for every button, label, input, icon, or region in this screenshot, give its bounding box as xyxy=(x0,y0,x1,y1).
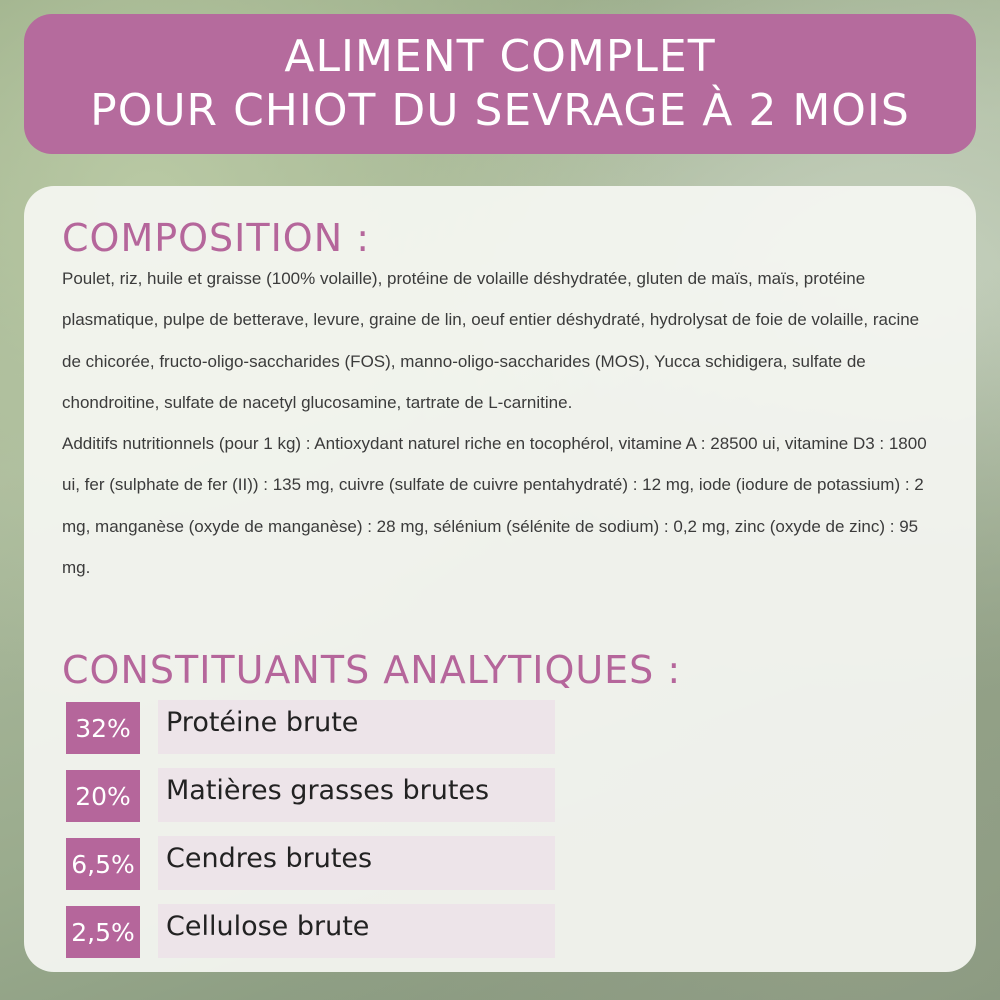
constituent-label: Protéine brute xyxy=(158,700,555,754)
additives-paragraph: Additifs nutritionnels (pour 1 kg) : Antioxydant naturel riche en tocophérol, vitamine A : 28500 ui, vitamine D3 : 1800 ui, fer (sulphate de fer (II)) : 135 mg, cuivre (sulfate de cuivre pentahydraté) : 12 mg, iode (iodure de potassium) : 2 mg, manganèse (oxyde de manganèse) : 28 mg, sélénium (sélénite de sodium) : 0,2 mg, zinc (oxyde de zinc) : 95 mg. xyxy=(62,434,927,578)
banner-title-line-2: POUR CHIOT DU SEVRAGE À 2 MOIS xyxy=(90,85,910,136)
constituent-label: Cendres brutes xyxy=(158,836,555,890)
analytics-row xyxy=(66,904,556,958)
analytics-row xyxy=(66,700,556,754)
banner-title-line-1: ALIMENT COMPLET xyxy=(284,31,716,82)
info-card xyxy=(24,186,976,972)
title-banner xyxy=(24,14,976,154)
constituent-label: Matières grasses brutes xyxy=(158,768,555,822)
composition-heading: COMPOSITION : xyxy=(62,216,371,260)
analytics-row xyxy=(66,768,556,822)
constituent-label: Cellulose brute xyxy=(158,904,555,958)
percentage-badge: 6,5% xyxy=(66,838,140,890)
analytics-row xyxy=(66,836,556,890)
percentage-badge: 20% xyxy=(66,770,140,822)
ingredients-paragraph: Poulet, riz, huile et graisse (100% volaille), protéine de volaille déshydratée, gluten de maïs, maïs, protéine plasmatique, pulpe de betterave, levure, graine de lin, oeuf entier déshydraté, hydrolysat de foie de volaille, racine de chicorée, fructo-oligo-saccharides (FOS), manno-oligo-saccharides (MOS), Yucca schidigera, sulfate de chondroitine, sulfate de nacetyl glucosamine, tartrate de L-carnitine. xyxy=(62,269,920,412)
analytics-heading: CONSTITUANTS ANALYTIQUES : xyxy=(62,648,682,692)
percentage-badge: 32% xyxy=(66,702,140,754)
percentage-badge: 2,5% xyxy=(66,906,140,958)
composition-text xyxy=(62,258,942,588)
